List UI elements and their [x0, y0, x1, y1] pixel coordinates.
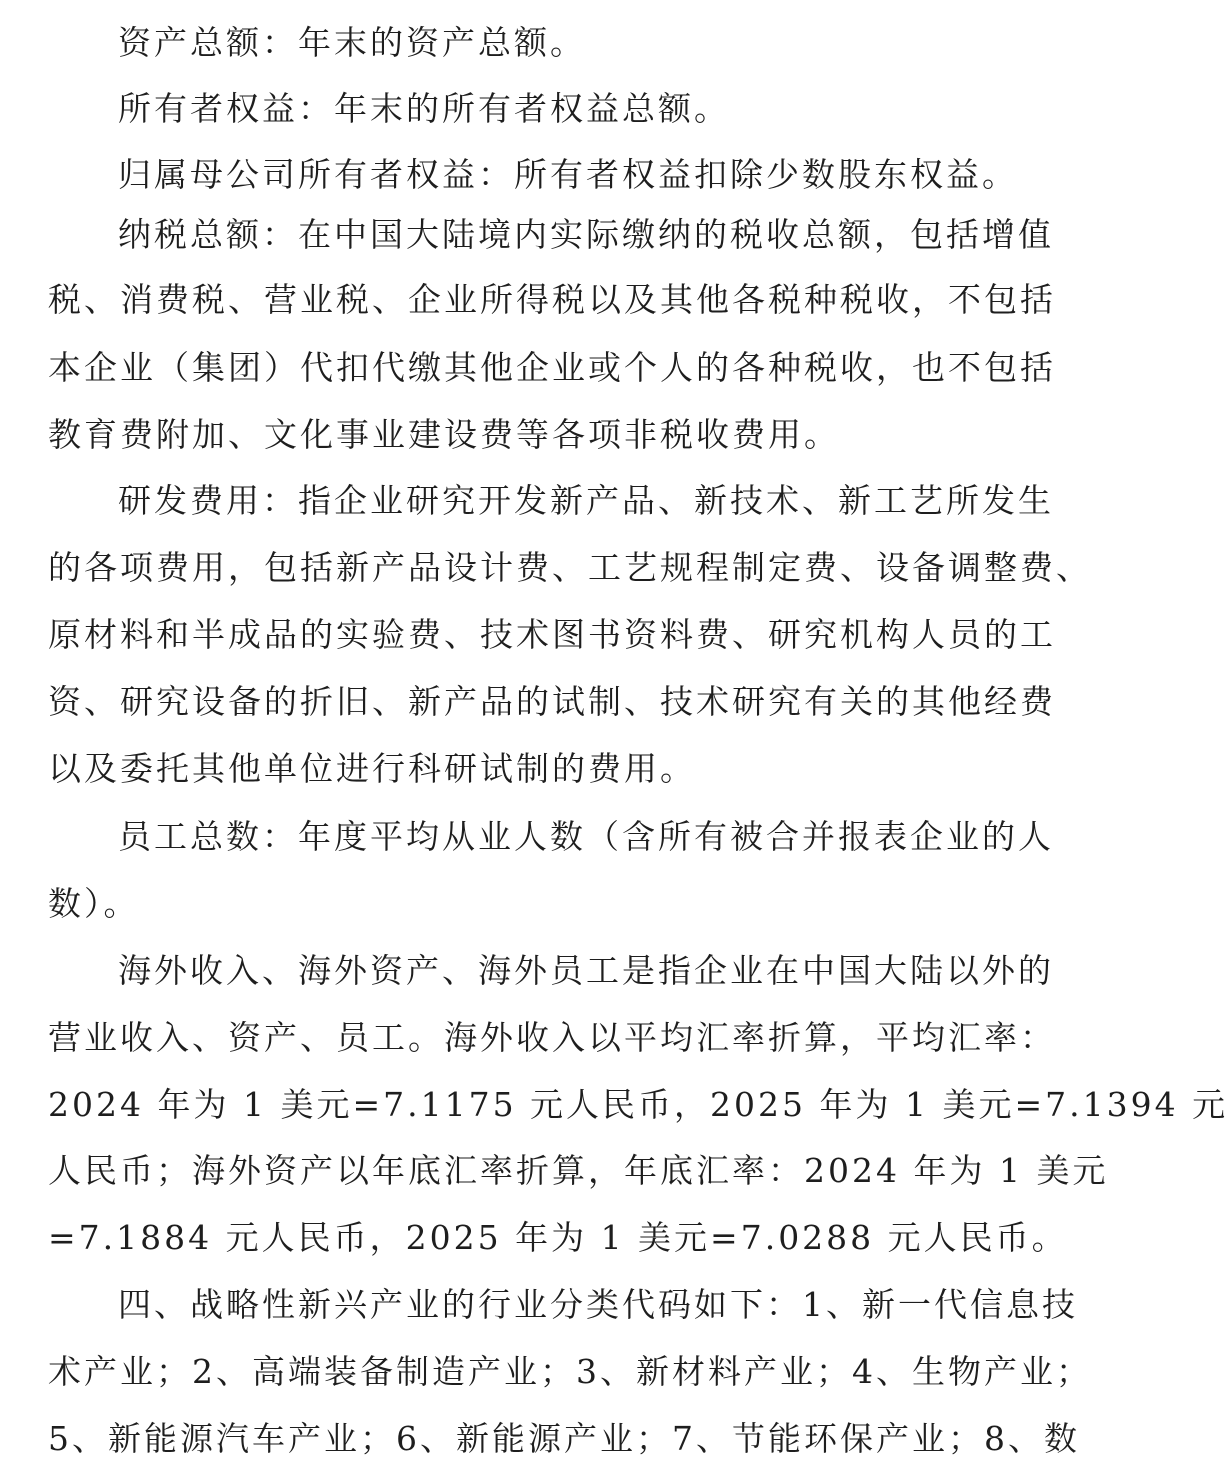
text-line: 原材料和半成品的实验费、技术图书资料费、研究机构人员的工: [48, 615, 1056, 654]
text-line: 研发费用：指企业研究开发新产品、新技术、新工艺所发生: [118, 481, 1054, 520]
text-line: 所有者权益：年末的所有者权益总额。: [118, 89, 730, 128]
text-line: 员工总数：年度平均从业人数（含所有被合并报表企业的人: [118, 817, 1054, 856]
text-line: 纳税总额：在中国大陆境内实际缴纳的税收总额，包括增值: [118, 215, 1054, 254]
text-line: =7.1884 元人民币，2025 年为 1 美元=7.0288 元人民币。: [48, 1218, 1068, 1257]
text-line: 5、新能源汽车产业；6、新能源产业；7、节能环保产业；8、数: [48, 1419, 1080, 1458]
text-line: 的各项费用，包括新产品设计费、工艺规程制定费、设备调整费、: [48, 548, 1092, 587]
text-line: 资产总额：年末的资产总额。: [118, 23, 586, 62]
text-line: 四、战略性新兴产业的行业分类代码如下：1、新一代信息技: [118, 1285, 1078, 1324]
text-line: 以及委托其他单位进行科研试制的费用。: [48, 749, 696, 788]
text-line: 本企业（集团）代扣代缴其他企业或个人的各种税收，也不包括: [48, 348, 1056, 387]
text-line: 税、消费税、营业税、企业所得税以及其他各税种税收，不包括: [48, 280, 1056, 319]
text-line: 教育费附加、文化事业建设费等各项非税收费用。: [48, 415, 840, 454]
text-line: 归属母公司所有者权益：所有者权益扣除少数股东权益。: [118, 155, 1018, 194]
text-line: 资、研究设备的折旧、新产品的试制、技术研究有关的其他经费: [48, 682, 1056, 721]
text-line: 营业收入、资产、员工。海外收入以平均汇率折算，平均汇率：: [48, 1018, 1056, 1057]
text-line: 海外收入、海外资产、海外员工是指企业在中国大陆以外的: [118, 951, 1054, 990]
text-line: 2024 年为 1 美元=7.1175 元人民币，2025 年为 1 美元=7.1394 元: [48, 1085, 1228, 1124]
text-line: 人民币；海外资产以年底汇率折算，年底汇率：2024 年为 1 美元: [48, 1151, 1109, 1190]
text-line: 数）。: [48, 884, 140, 923]
text-line: 术产业；2、高端装备制造产业；3、新材料产业；4、生物产业；: [48, 1352, 1092, 1391]
